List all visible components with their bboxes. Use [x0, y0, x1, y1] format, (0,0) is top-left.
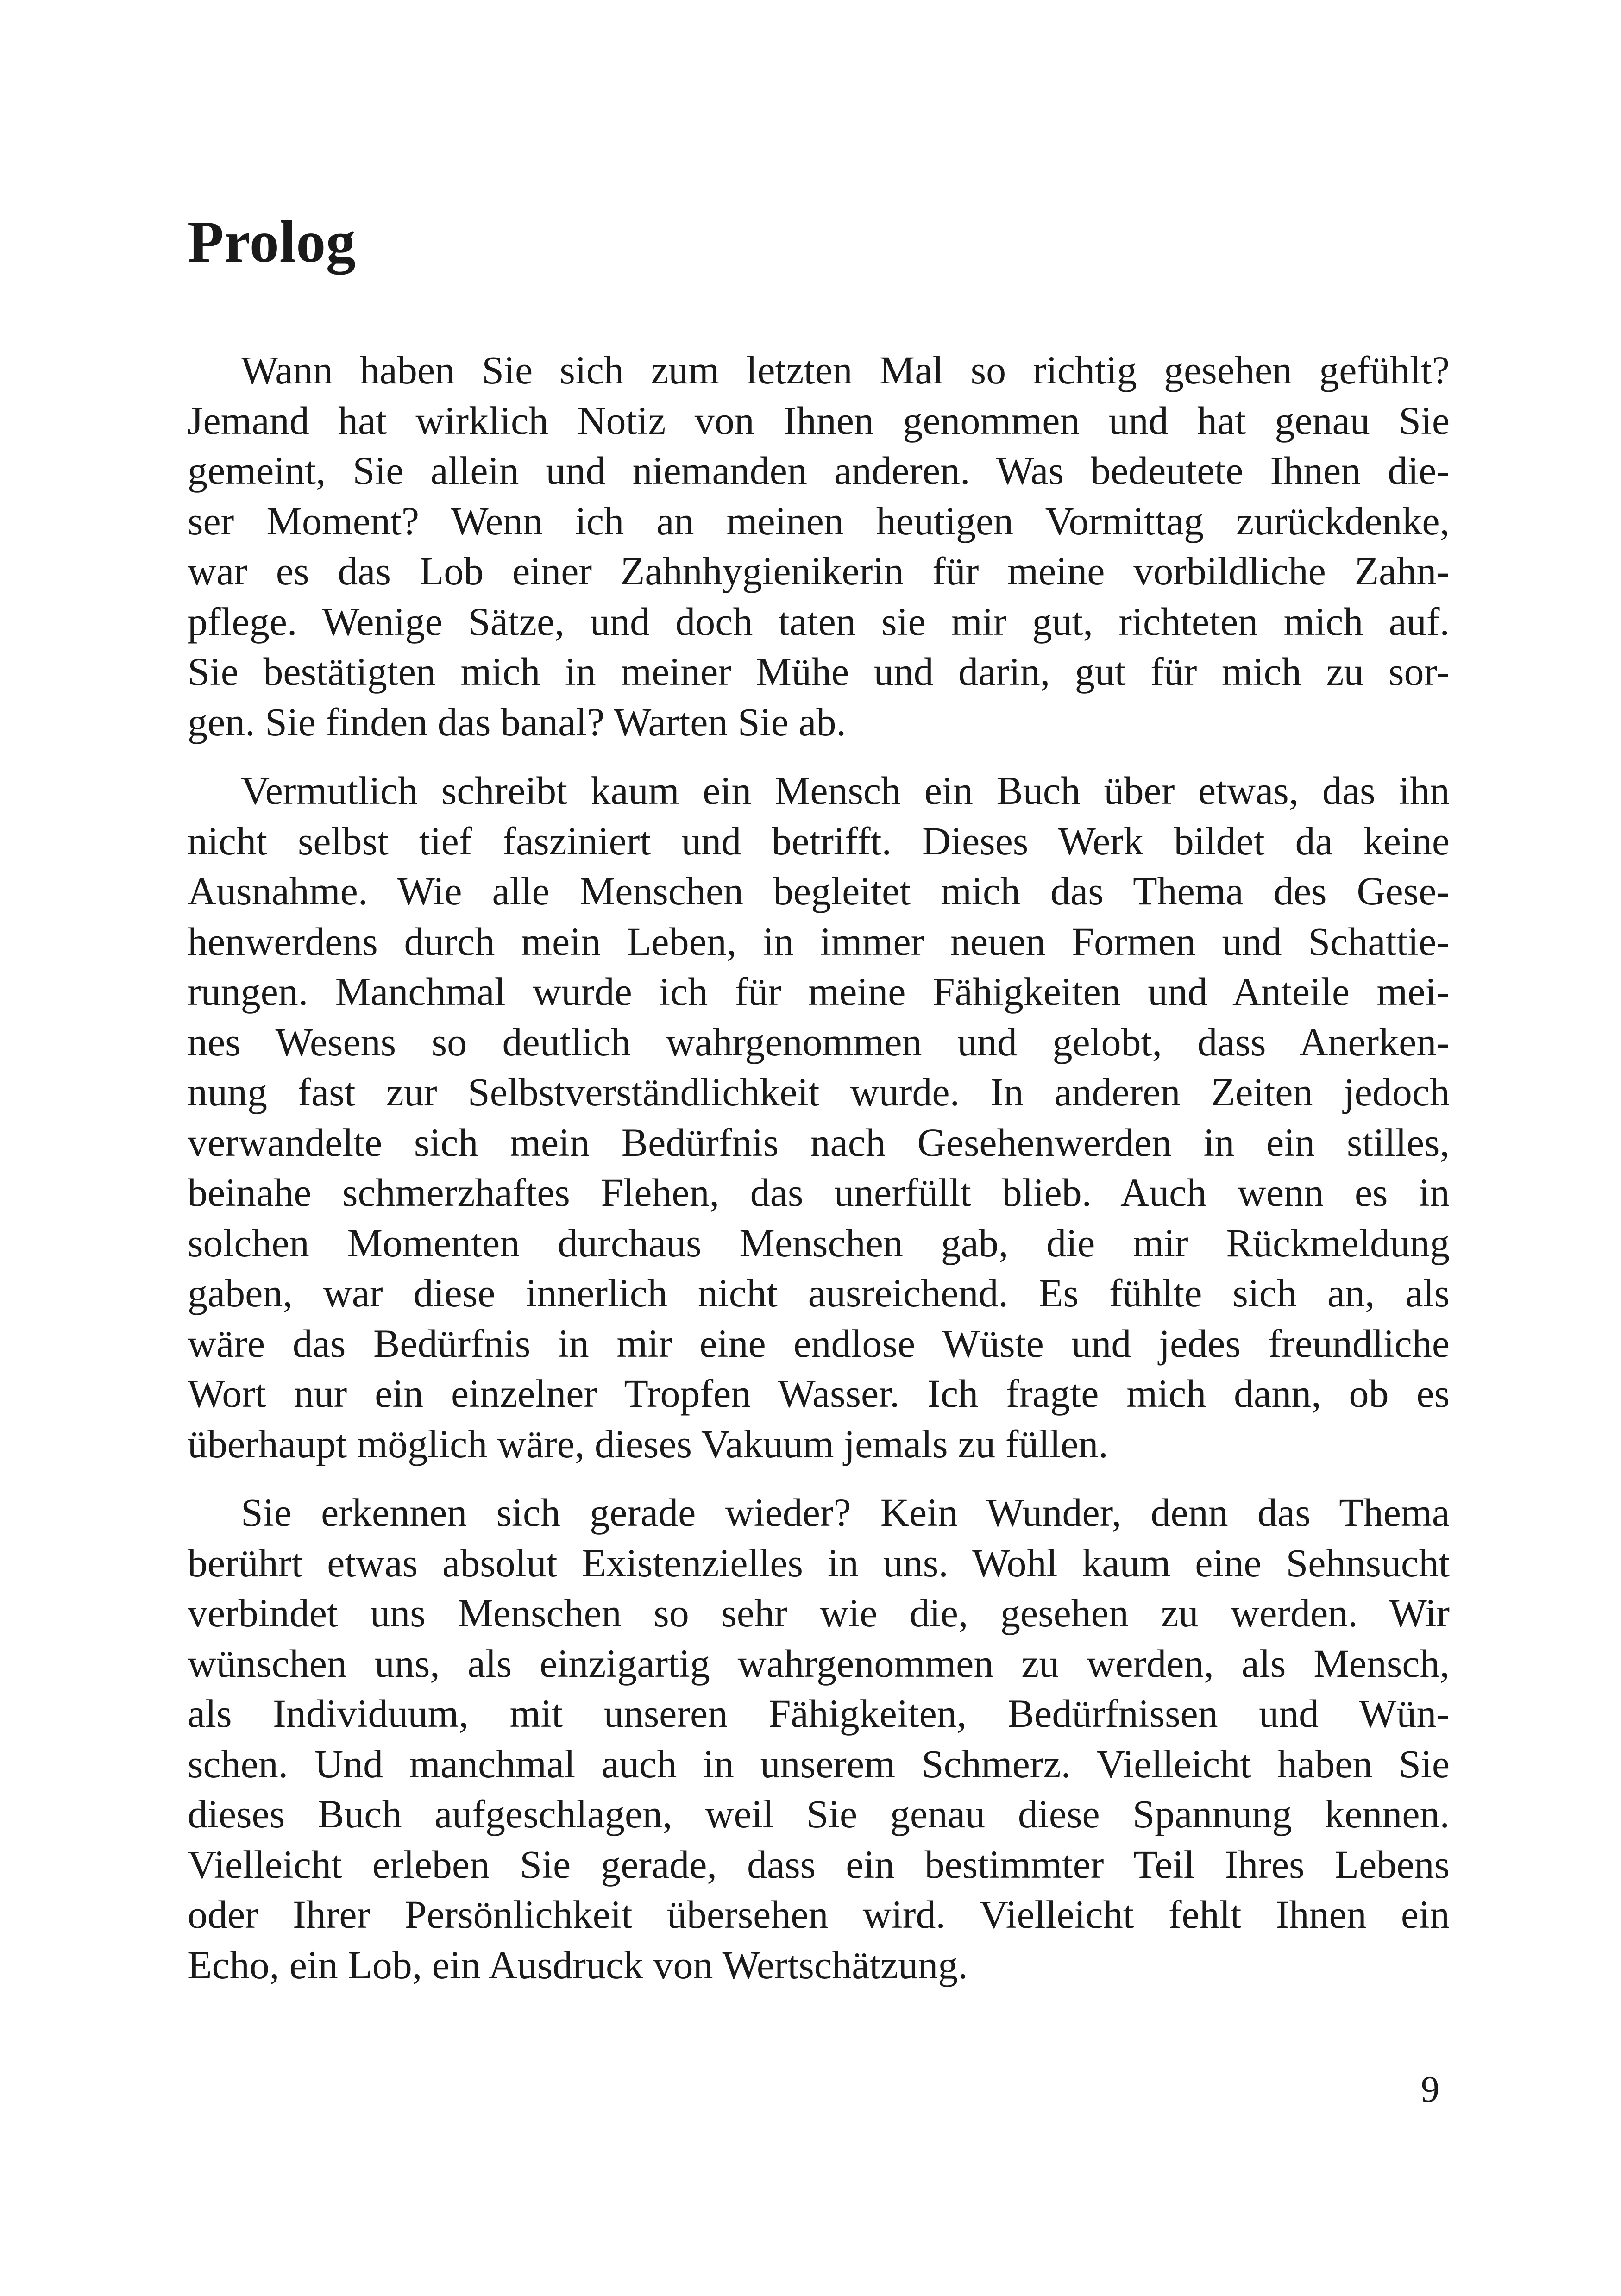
text-line: schen. Und manchmal auch in unserem Schmerz. Vielleicht haben Sie — [188, 1741, 1450, 1786]
text-line: Jemand hat wirklich Notiz von Ihnen genommen und hat genau Sie — [188, 398, 1450, 443]
text-line: Vielleicht erleben Sie gerade, dass ein bestimmter Teil Ihres Lebens — [188, 1842, 1450, 1887]
text-line: Wann haben Sie sich zum letzten Mal so richtig gesehen gefühlt? — [241, 348, 1450, 392]
body-text — [188, 345, 1450, 2008]
text-line: wäre das Bedürfnis in mir eine endlose Wüste und jedes freundliche — [188, 1321, 1450, 1366]
text-line: gen. Sie finden das banal? Warten Sie ab. — [188, 699, 846, 744]
page-number: 9 — [1421, 2069, 1439, 2110]
text-line: war es das Lob einer Zahnhygienikerin für meine vorbildliche Zahn- — [188, 549, 1450, 593]
paragraph — [188, 345, 1450, 747]
text-line: rungen. Manchmal wurde ich für meine Fähigkeiten und Anteile mei- — [188, 969, 1450, 1014]
text-line: als Individuum, mit unseren Fähigkeiten, Bedürfnissen und Wün- — [188, 1691, 1450, 1736]
text-line: berührt etwas absolut Existenzielles in uns. Wohl kaum eine Sehnsucht — [188, 1540, 1450, 1585]
text-line: oder Ihrer Persönlichkeit übersehen wird. Vielleicht fehlt Ihnen ein — [188, 1892, 1450, 1937]
text-line: beinahe schmerzhaftes Flehen, das unerfüllt blieb. Auch wenn es in — [188, 1170, 1450, 1215]
text-line: nes Wesens so deutlich wahrgenommen und gelobt, dass Anerken- — [188, 1019, 1450, 1064]
text-line: Sie bestätigten mich in meiner Mühe und darin, gut für mich zu sor- — [188, 649, 1450, 694]
text-line: henwerdens durch mein Leben, in immer neuen Formen und Schattie- — [188, 919, 1450, 964]
text-line: Vermutlich schreibt kaum ein Mensch ein Buch über etwas, das ihn — [241, 768, 1450, 813]
text-line: pflege. Wenige Sätze, und doch taten sie mir gut, richteten mich auf. — [188, 599, 1450, 644]
text-line: nicht selbst tief fasziniert und betrifft. Dieses Werk bildet da keine — [188, 818, 1450, 863]
text-line: Sie erkennen sich gerade wieder? Kein Wunder, denn das Thema — [241, 1490, 1450, 1535]
text-line: ser Moment? Wenn ich an meinen heutigen Vormittag zurückdenke, — [188, 498, 1450, 543]
text-line: dieses Buch aufgeschlagen, weil Sie genau diese Spannung kennen. — [188, 1792, 1450, 1836]
text-line: verbindet uns Menschen so sehr wie die, gesehen zu werden. Wir — [188, 1591, 1450, 1635]
text-line: Echo, ein Lob, ein Ausdruck von Wertschätzung. — [188, 1942, 968, 1987]
paragraph — [188, 1487, 1450, 1990]
text-line: Ausnahme. Wie alle Menschen begleitet mich das Thema des Gese- — [188, 869, 1450, 913]
chapter-title: Prolog — [188, 209, 356, 275]
text-line: nung fast zur Selbstverständlichkeit wurde. In anderen Zeiten jedoch — [188, 1070, 1450, 1114]
text-line: verwandelte sich mein Bedürfnis nach Gesehenwerden in ein stilles, — [188, 1120, 1450, 1165]
text-line: überhaupt möglich wäre, dieses Vakuum jemals zu füllen. — [188, 1421, 1108, 1466]
text-line: gaben, war diese innerlich nicht ausreichend. Es fühlte sich an, als — [188, 1271, 1450, 1315]
text-line: solchen Momenten durchaus Menschen gab, die mir Rückmeldung — [188, 1220, 1450, 1265]
paragraph — [188, 765, 1450, 1469]
text-line: Wort nur ein einzelner Tropfen Wasser. Ich fragte mich dann, ob es — [188, 1371, 1450, 1416]
text-line: gemeint, Sie allein und niemanden anderen. Was bedeutete Ihnen die- — [188, 448, 1450, 493]
text-line: wünschen uns, als einzigartig wahrgenommen zu werden, als Mensch, — [188, 1641, 1450, 1686]
